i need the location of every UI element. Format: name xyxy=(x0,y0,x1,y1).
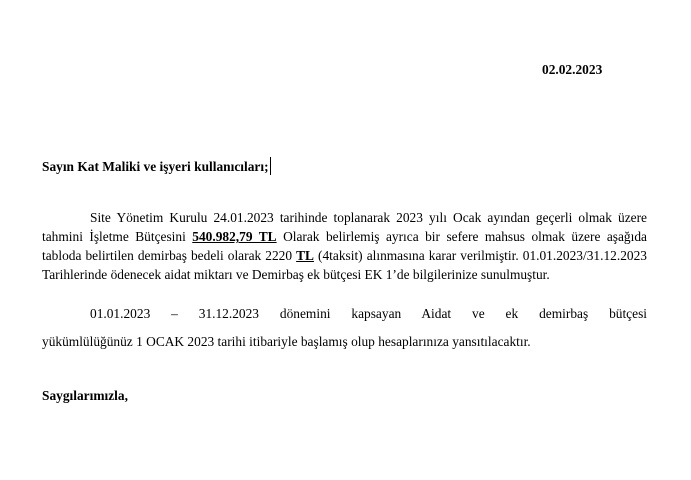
paragraph1-part1: Site Yönetim Kurulu 24.01.2023 tarihinde toplanarak 2023 yılı Ocak ayından geçerli olmak üzere tahmini İşletme Bütçesini xyxy=(42,210,647,244)
salutation-text: Sayın Kat Maliki ve işyeri kullanıcıları; xyxy=(42,159,269,174)
paragraph1-part3: (4taksit) alınmasına karar verilmiştir. 01.01.2023/31.12.2023 Tarihlerinde ödenecek aidat miktarı ve Demirbaş ek bütçesi EK 1’de bilgilerinize sunulmuştur. xyxy=(42,248,647,282)
currency-label: TL xyxy=(296,248,314,263)
text-cursor xyxy=(270,157,271,175)
salutation xyxy=(42,157,271,175)
body-paragraph-2-line-1: 01.01.2023 – 31.12.2023 dönemini kapsayan Aidat ve ek demirbaş bütçesi xyxy=(90,306,647,321)
body-paragraph-2-line-2: yükümlülüğünüz 1 OCAK 2023 tarihi itibariyle başlamış olup hesaplarınıza yansıtılacaktır. xyxy=(42,334,531,349)
letter-date: 02.02.2023 xyxy=(542,62,603,77)
paragraph1-part2: Olarak belirlemiş ayrıca bir sefere mahsus olmak üzere aşağıda tabloda belirtilen demirbaş bedeli olarak 2220 xyxy=(42,229,647,263)
body-paragraph-1 xyxy=(42,208,647,284)
budget-amount: 540.982,79 TL xyxy=(192,229,277,244)
closing-remark: Saygılarımızla, xyxy=(42,388,128,403)
